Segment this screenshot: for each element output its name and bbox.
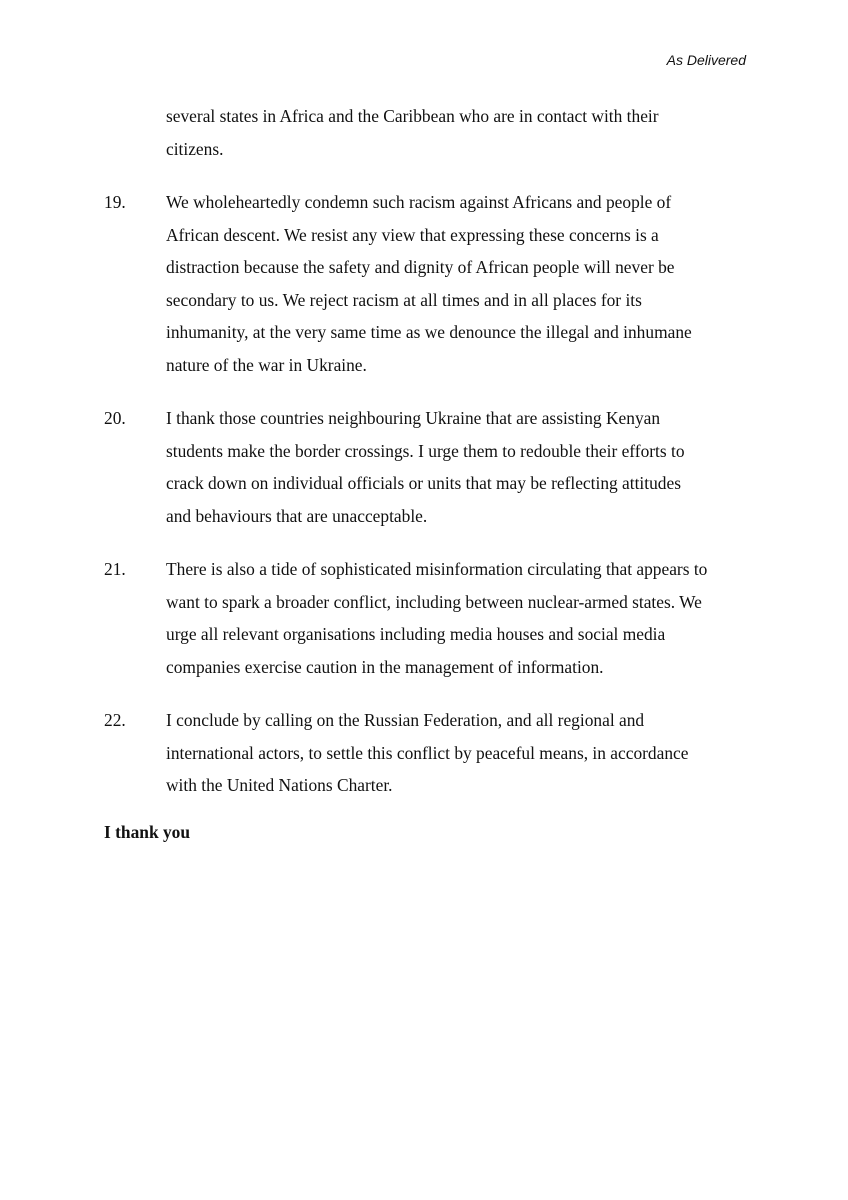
- text-line: I thank those countries neighbouring Ukraine that are assisting Kenyan: [166, 408, 661, 428]
- text-line: inhumanity, at the very same time as we denounce the illegal and inhumane: [166, 322, 692, 342]
- paragraph-text: [166, 402, 756, 532]
- paragraph-number: 19.: [104, 192, 126, 212]
- closing-statement: I thank you: [104, 822, 191, 842]
- header-note: As Delivered: [666, 52, 746, 68]
- paragraph-text: [166, 186, 756, 381]
- paragraph-number: 21.: [104, 559, 126, 579]
- paragraph-21: [0, 553, 848, 683]
- paragraph-number: 20.: [104, 408, 126, 428]
- paragraph-text: [166, 553, 756, 683]
- text-line: crack down on individual officials or units that may be reflecting attitudes: [166, 473, 681, 493]
- text-line: We wholeheartedly condemn such racism against Africans and people of: [166, 192, 672, 212]
- text-line: want to spark a broader conflict, including between nuclear-armed states. We: [166, 591, 702, 612]
- paragraph-22: [0, 704, 848, 802]
- text-line: students make the border crossings. I urge them to redouble their efforts to: [166, 440, 685, 461]
- text-line: nature of the war in Ukraine.: [166, 354, 367, 375]
- text-line: There is also a tide of sophisticated misinformation circulating that appears to: [166, 559, 708, 579]
- paragraph-number: 22.: [104, 710, 126, 730]
- text-line: several states in Africa and the Caribbean who are in contact with their: [166, 106, 659, 126]
- text-line: urge all relevant organisations including media houses and social media: [166, 624, 666, 644]
- text-line: with the United Nations Charter.: [166, 775, 393, 795]
- continued-paragraph: [166, 100, 756, 165]
- text-line: secondary to us. We reject racism at all times and in all places for its: [166, 289, 642, 310]
- document-body: [0, 100, 848, 823]
- text-line: citizens.: [166, 138, 224, 159]
- text-line: international actors, to settle this conflict by peaceful means, in accordance: [166, 742, 689, 763]
- paragraph-19: [0, 186, 848, 381]
- text-line: African descent. We resist any view that expressing these concerns is a: [166, 224, 659, 245]
- paragraph-20: [0, 402, 848, 532]
- text-line: distraction because the safety and dignity of African people will never be: [166, 257, 675, 277]
- paragraph-text: [166, 704, 756, 802]
- text-line: and behaviours that are unacceptable.: [166, 505, 428, 526]
- text-line: companies exercise caution in the management of information.: [166, 656, 604, 677]
- text-line: I conclude by calling on the Russian Federation, and all regional and: [166, 710, 645, 730]
